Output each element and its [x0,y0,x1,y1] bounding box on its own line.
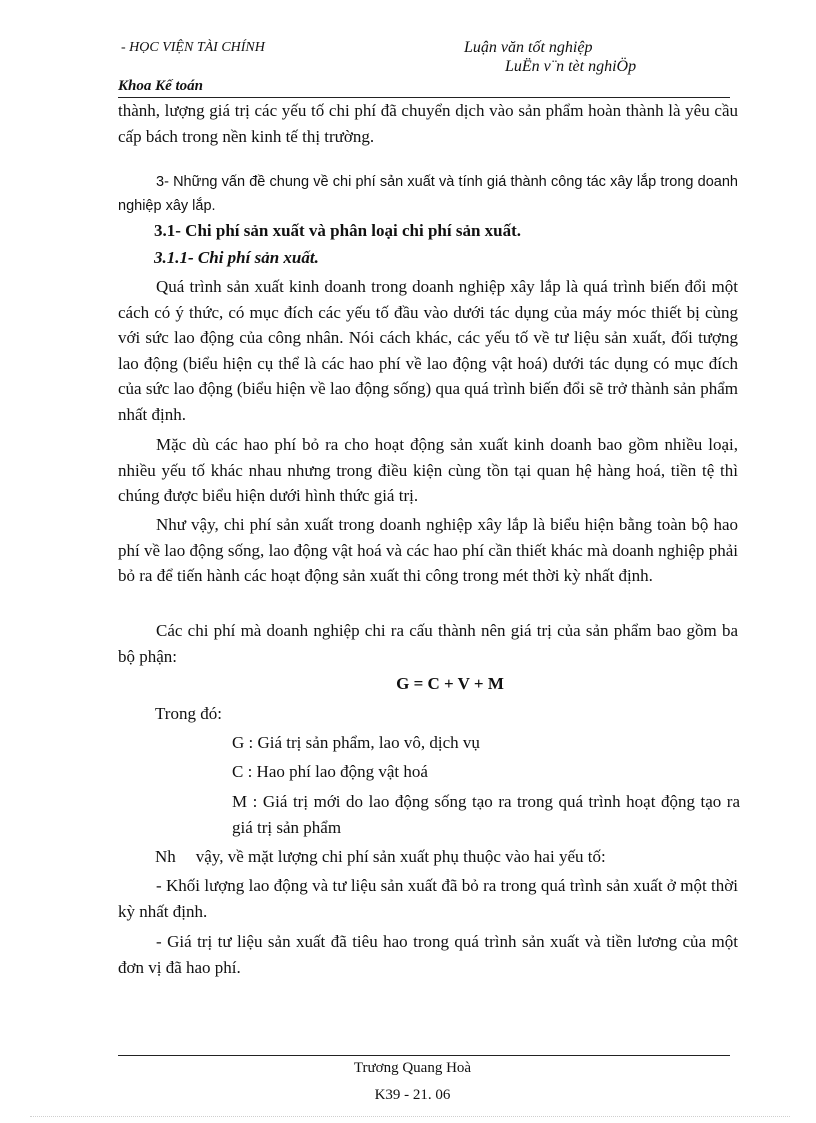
page-bottom-edge [30,1116,790,1117]
paragraph-4: Các chi phí mà doanh nghiệp chi ra cấu thành nên giá trị của sản phẩm bao gồm ba bộ phận: [118,621,738,666]
header-school: - HỌC VIỆN TÀI CHÍNH [121,40,265,55]
heading-3-1: 3.1- Chi phí sản xuất và phân loại chi phí sản xuất. [154,221,522,240]
footer-class: K39 - 21. 06 [374,1087,451,1103]
formula: G = C + V + M [396,674,504,693]
header-department: Khoa Kế toán [118,78,204,94]
paragraph-continuation: thành, lượng giá trị các yếu tố chi phí đã chuyển dịch vào sản phẩm hoàn thành là yêu cầu cấp bách trong nền kinh tế thị trường. [118,101,738,146]
bullet-2: - Giá trị tư liệu sản xuất đã tiêu hao trong quá trình sản xuất và tiền lương của một đơn vị đã hao phí. [118,932,738,977]
section-3-heading: 3- Những vấn đề chung về chi phí sản xuất và tính giá thành công tác xây lắp trong doanh nghiệp xây lắp. [118,174,738,214]
header-thesis-title: Luận văn tốt nghiệp [464,39,593,56]
definition-g: G : Giá trị sản phẩm, lao vô, dịch vụ [232,733,480,752]
paragraph-5-start: Nh [155,847,176,866]
where-label: Trong đó: [155,704,222,723]
definition-c: C : Hao phí lao động vật hoá [232,762,428,781]
paragraph-3: Như vậy, chi phí sản xuất trong doanh nghiệp xây lắp là biểu hiện bằng toàn bộ hao phí về lao động sống, lao động vật hoá và các hao phí cần thiết khác mà doanh nghiệp phải bỏ ra để tiến hành các hoạt động sản xuất thi công trong mét thời kỳ nhất định. [118,515,738,585]
heading-3-1-1: 3.1.1- Chi phí sản xuất. [154,248,319,267]
header-thesis-title-garbled: LuËn v¨n tèt nghiÖp [505,58,637,75]
paragraph-5-rest: vậy, về mặt lượng chi phí sản xuất phụ thuộc vào hai yếu tố: [195,847,606,866]
paragraph-2: Mặc dù các hao phí bỏ ra cho hoạt động sản xuất kinh doanh bao gồm nhiều loại, nhiều yếu tố khác nhau nhưng trong điều kiện cùng tồn tại quan hệ hàng hoá, tiền tệ thì chúng được biểu hiện dưới hình thức giá trị. [118,435,738,505]
footer-divider [118,1055,730,1056]
definition-m: M : Giá trị mới do lao động sống tạo ra trong quá trình hoạt động tạo ra giá trị sản phẩm [232,792,740,837]
footer-author: Trương Quang Hoà [353,1060,472,1076]
paragraph-1: Quá trình sản xuất kinh doanh trong doanh nghiệp xây lắp là quá trình biến đổi một cách có ý thức, có mục đích các yếu tố đầu vào dưới tác dụng của máy móc thiết bị cùng với sức lao động của công nhân. Nói cách khác, các yếu tố về tư liệu sản xuất, đối tượng lao động (biểu hiện cụ thể là các hao phí về lao động vật hoá) dưới tác dụng có mục đích của sức lao động (biểu hiện về lao động sống) qua quá trình biến đổi sẽ trở thành sản phẩm nhất định. [118,277,738,424]
bullet-1: - Khối lượng lao động và tư liệu sản xuất đã bỏ ra trong quá trình sản xuất ở một thời kỳ nhất định. [118,876,738,921]
paragraph-5 [155,847,606,867]
